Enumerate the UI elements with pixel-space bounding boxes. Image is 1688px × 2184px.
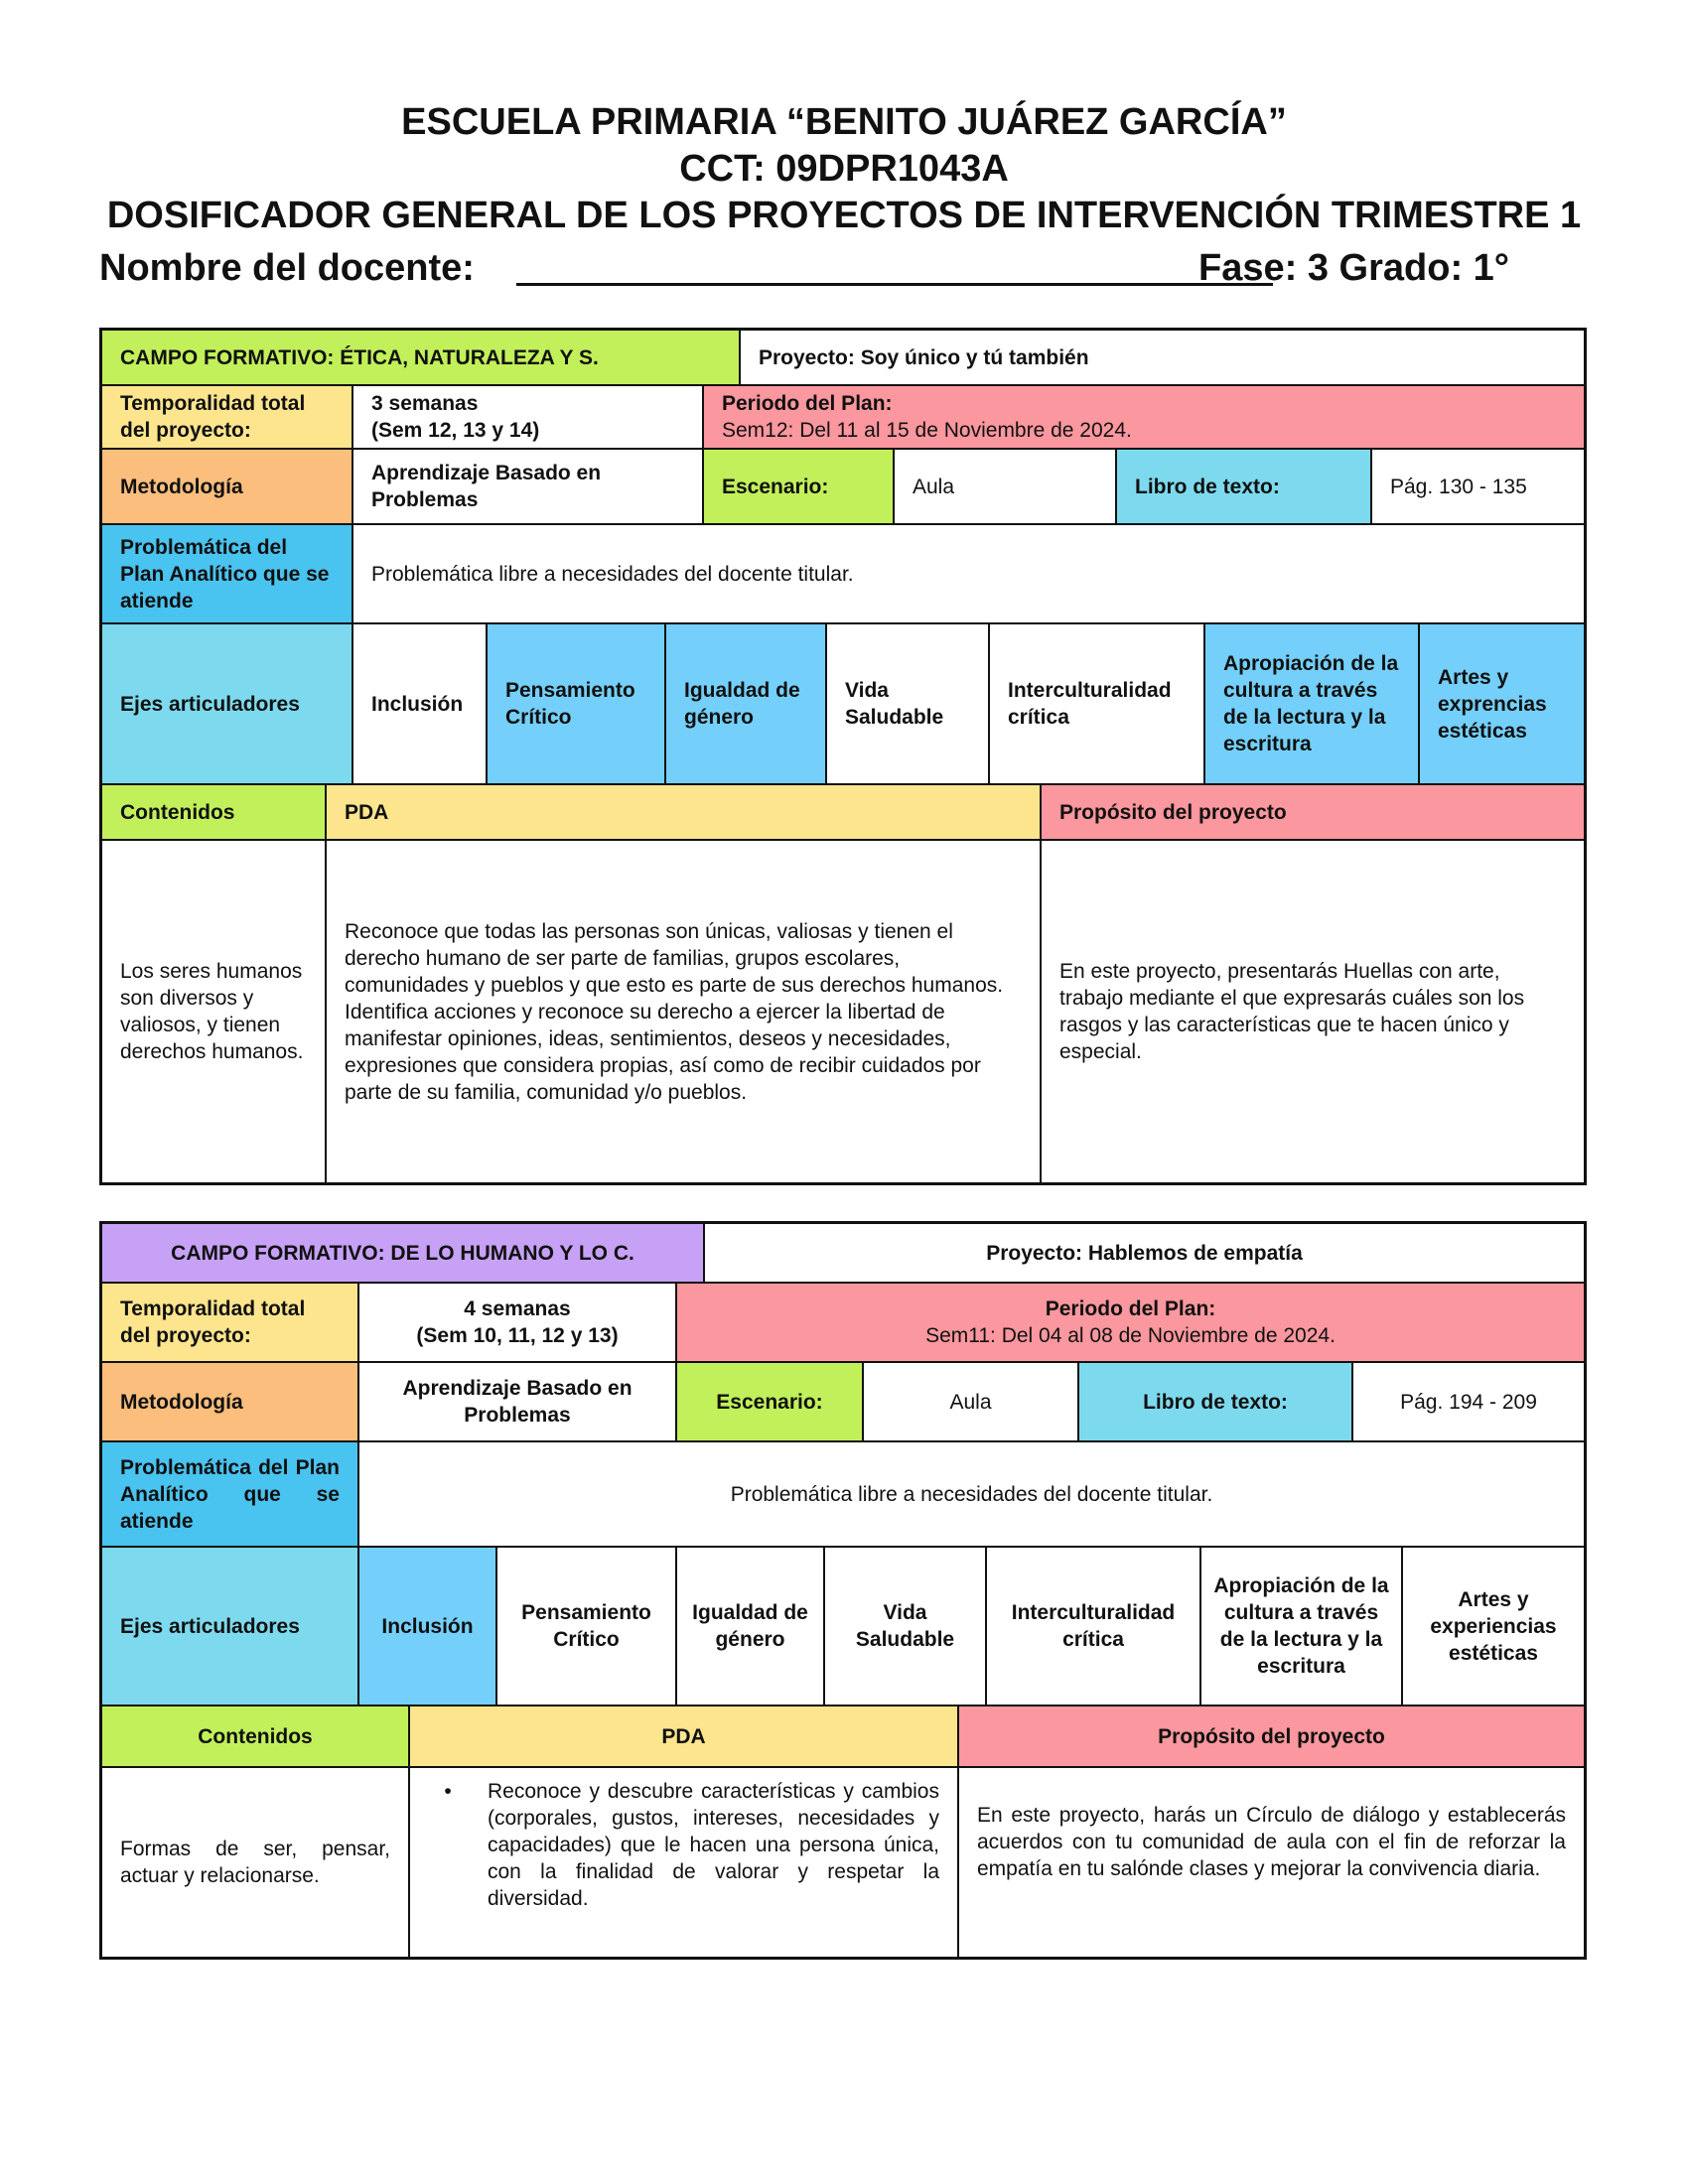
eje-interculturalidad: Interculturalidad crítica <box>987 1548 1201 1705</box>
temporalidad-row <box>102 1284 1584 1363</box>
proposito-value: En este proyecto, presentarás Huellas con arte, trabajo mediante el que expresarás cuáles son los rasgos y las características que te hacen único y especial. <box>1042 841 1584 1182</box>
cct-code: CCT: 09DPR1043A <box>679 148 1009 190</box>
temporalidad-value <box>353 386 704 448</box>
proposito-value: En este proyecto, harás un Círculo de diálogo y establecerás acuerdos con tu comunidad de aula con el fin de reforzar la empatía en tu salónde clases y mejorar la convivencia diaria. <box>959 1768 1584 1957</box>
ejes-label: Ejes articuladores <box>102 1548 359 1705</box>
bullet-icon: • <box>444 1780 452 1803</box>
pda-item-1: Reconoce que todas las personas son únicas, valiosas y tienen el derecho humano de ser parte de familias, grupos escolares, comunidades y pueblos y que esto es parte de sus derechos humanos. <box>345 919 1004 997</box>
teacher-line <box>99 243 1509 293</box>
problematica-row <box>102 525 1584 624</box>
document-header <box>0 99 1688 239</box>
metodologia-value: Aprendizaje Basado en Problemas <box>353 450 704 523</box>
eje-igualdad-genero: Igualdad de género <box>677 1548 825 1705</box>
project-name: Proyecto: Hablemos de empatía <box>705 1224 1584 1282</box>
pda-value <box>410 1768 959 1957</box>
campo-formativo: CAMPO FORMATIVO: ÉTICA, NATURALEZA Y S. <box>102 331 741 384</box>
eje-interculturalidad: Interculturalidad crítica <box>990 624 1205 783</box>
contenidos-header-row <box>102 785 1584 841</box>
contenidos-label: Contenidos <box>102 1706 410 1766</box>
eje-vida-saludable: Vida Saludable <box>825 1548 987 1705</box>
eje-artes: Artes y experiencias estéticas <box>1403 1548 1584 1705</box>
problematica-value: Problemática libre a necesidades del docente titular. <box>353 525 1584 622</box>
pda-list <box>428 1778 939 1912</box>
contenidos-row <box>102 1768 1584 1957</box>
metodologia-label: Metodología <box>102 450 353 523</box>
eje-apropiacion-cultura: Apropiación de la cultura a través de la lectura y la escritura <box>1205 624 1420 783</box>
eje-vida-saludable: Vida Saludable <box>827 624 990 783</box>
metodologia-row <box>102 450 1584 525</box>
campo-row <box>102 1224 1584 1284</box>
periodo-value: Sem12: Del 11 al 15 de Noviembre de 2024. <box>722 419 1132 442</box>
teacher-name-label: Nombre del docente: <box>99 247 475 289</box>
eje-igualdad-genero: Igualdad de género <box>666 624 827 783</box>
project-1-table <box>99 328 1587 1185</box>
contenidos-value: Los seres humanos son diversos y valiosos, y tienen derechos humanos. <box>102 841 327 1182</box>
contenidos-row <box>102 841 1584 1182</box>
pda-value <box>327 841 1042 1182</box>
libro-value: Pág. 130 - 135 <box>1372 450 1584 523</box>
periodo-cell <box>677 1284 1584 1361</box>
libro-label: Libro de texto: <box>1079 1363 1353 1440</box>
periodo-value: Sem11: Del 04 al 08 de Noviembre de 2024. <box>925 1324 1336 1347</box>
escenario-value: Aula <box>895 450 1117 523</box>
temporalidad-value <box>359 1284 677 1361</box>
periodo-label: Periodo del Plan: <box>1045 1297 1216 1320</box>
pda-label: PDA <box>327 785 1042 839</box>
contenidos-label: Contenidos <box>102 785 327 839</box>
temporalidad-weeks: 4 semanas <box>464 1297 571 1320</box>
campo-formativo: CAMPO FORMATIVO: DE LO HUMANO Y LO C. <box>102 1224 705 1282</box>
project-name: Proyecto: Soy único y tú también <box>741 331 1584 384</box>
escenario-label: Escenario: <box>704 450 895 523</box>
eje-inclusion: Inclusión <box>353 624 488 783</box>
contenidos-value: Formas de ser, pensar, actuar y relacionarse. <box>102 1768 410 1957</box>
eje-artes: Artes y exprencias estéticas <box>1420 624 1584 783</box>
temporalidad-label: Temporalidad total del proyecto: <box>102 386 353 448</box>
temporalidad-sessions: (Sem 10, 11, 12 y 13) <box>416 1324 619 1347</box>
pda-item-1: Reconoce y descubre características y cambios (corporales, gustos, intereses, necesidades y capacidades) que le hacen una persona única, con la finalidad de valorar y respetar la diversidad. <box>488 1780 939 1910</box>
pda-item-2: Identifica acciones y reconoce su derecho a ejercer la libertad de manifestar opiniones, ideas, sentimientos, deseos y necesidades, expresiones que considera propias, así como de recibir cuidados por parte de su familia, comunidad y/o pueblos. <box>345 1000 981 1104</box>
pda-label: PDA <box>410 1706 959 1766</box>
project-2-table <box>99 1221 1587 1960</box>
eje-inclusion: Inclusión <box>359 1548 497 1705</box>
ejes-row <box>102 624 1584 785</box>
eje-apropiacion-cultura: Apropiación de la cultura a través de la lectura y la escritura <box>1201 1548 1403 1705</box>
eje-pensamiento-critico: Pensamiento Crítico <box>488 624 666 783</box>
phase-grade: Fase: 3 Grado: 1° <box>1198 247 1509 289</box>
ejes-row <box>102 1548 1584 1706</box>
teacher-name-blank[interactable] <box>516 283 1273 286</box>
problematica-row <box>102 1442 1584 1548</box>
temporalidad-sessions: (Sem 12, 13 y 14) <box>371 419 540 442</box>
ejes-label: Ejes articuladores <box>102 624 353 783</box>
problematica-value: Problemática libre a necesidades del docente titular. <box>359 1442 1584 1546</box>
document-title: DOSIFICADOR GENERAL DE LOS PROYECTOS DE INTERVENCIÓN TRIMESTRE 1 <box>106 195 1582 236</box>
libro-value: Pág. 194 - 209 <box>1353 1363 1584 1440</box>
proposito-label: Propósito del proyecto <box>1042 785 1584 839</box>
periodo-cell <box>704 386 1584 448</box>
temporalidad-weeks: 3 semanas <box>371 392 479 415</box>
escenario-value: Aula <box>864 1363 1079 1440</box>
metodologia-label: Metodología <box>102 1363 359 1440</box>
eje-pensamiento-critico: Pensamiento Crítico <box>497 1548 677 1705</box>
metodologia-row <box>102 1363 1584 1442</box>
school-name: ESCUELA PRIMARIA “BENITO JUÁREZ GARCÍA” <box>401 101 1287 143</box>
campo-row <box>102 331 1584 386</box>
temporalidad-row <box>102 386 1584 450</box>
escenario-label: Escenario: <box>677 1363 864 1440</box>
problematica-label: Problemática del Plan Analítico que se atiende <box>102 1442 359 1546</box>
periodo-label: Periodo del Plan: <box>722 392 893 415</box>
libro-label: Libro de texto: <box>1117 450 1372 523</box>
contenidos-header-row <box>102 1706 1584 1768</box>
problematica-label: Problemática del Plan Analítico que se atiende <box>102 525 353 622</box>
temporalidad-label: Temporalidad total del proyecto: <box>102 1284 359 1361</box>
proposito-label: Propósito del proyecto <box>959 1706 1584 1766</box>
metodologia-value: Aprendizaje Basado en Problemas <box>359 1363 677 1440</box>
